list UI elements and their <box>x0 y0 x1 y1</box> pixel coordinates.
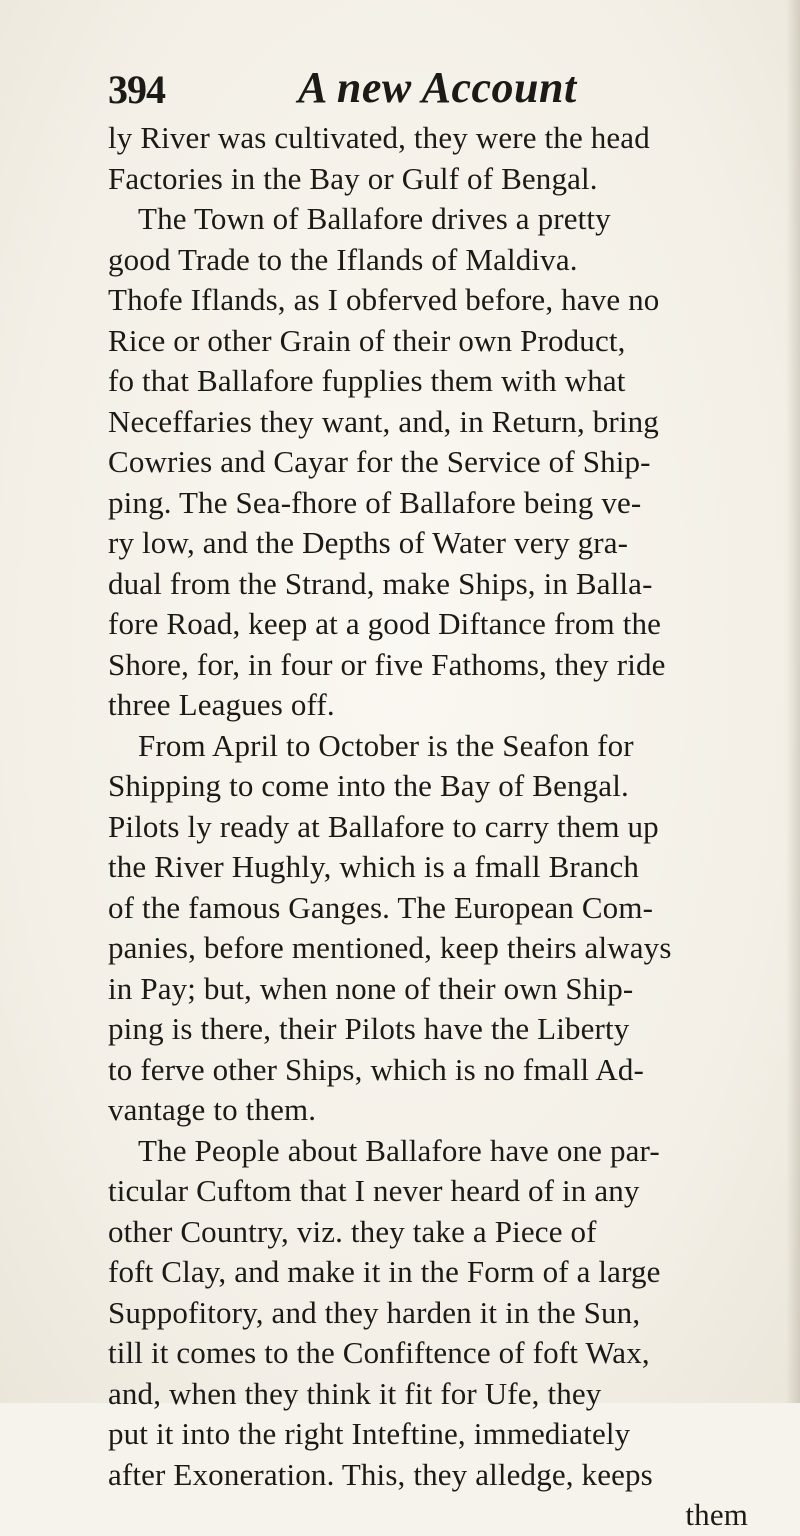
text-line: of the famous Ganges. The European Com- <box>108 889 654 925</box>
text-line: The Town of Ballafore drives a pretty <box>138 201 611 236</box>
text-line: Neceffaries they want, and, in Return, bring <box>108 403 659 439</box>
text-line: Pilots ly ready at Ballafore to carry them up <box>108 808 659 844</box>
text-line: Suppofitory, and they harden it in the Sun, <box>108 1294 641 1330</box>
text-line: dual from the Strand, make Ships, in Balla- <box>108 565 653 601</box>
text-line: ping. The Sea-fhore of Ballafore being ve- <box>108 484 642 520</box>
text-line: panies, before mentioned, keep theirs always <box>108 930 672 965</box>
text-line: ping is there, their Pilots have the Liberty <box>108 1011 630 1046</box>
text-line: and, when they think it fit for Ufe, they <box>108 1375 602 1411</box>
text-line: till it comes to the Confiftence of foft Wax, <box>108 1335 650 1370</box>
page-header <box>108 60 728 110</box>
text-line: Shore, for, in four or five Fathoms, they ride <box>108 646 666 682</box>
text-line: Factories in the Bay or Gulf of Bengal. <box>108 160 598 196</box>
text-line: foft Clay, and make it in the Form of a large <box>108 1254 661 1289</box>
text-line: Shipping to come into the Bay of Bengal. <box>108 768 629 803</box>
text-line: put it into the right Inteftine, immediately <box>108 1416 631 1451</box>
text-line: in Pay; but, when none of their own Ship- <box>108 970 634 1006</box>
running-head: A new Account <box>298 63 577 112</box>
text-line: good Trade to the Iflands of Maldiva. <box>108 241 578 277</box>
page-number: 394 <box>108 67 165 112</box>
catchword: them <box>685 1497 748 1532</box>
text-line: fo that Ballafore fupplies them with what <box>108 363 626 398</box>
body-text <box>108 118 748 1536</box>
text-line: other Country, viz. they take a Piece of <box>108 1213 597 1249</box>
text-line: Cowries and Cayar for the Service of Ship- <box>108 444 651 479</box>
text-line: ry low, and the Depths of Water very gra- <box>108 525 629 560</box>
page-edge-shadow <box>786 0 800 1403</box>
text-line: ly River was cultivated, they were the head <box>108 120 650 155</box>
text-line: the River Hughly, which is a fmall Branch <box>108 849 640 884</box>
text-line: Thofe Iflands, as I obferved before, have no <box>108 282 660 317</box>
text-line: after Exoneration. This, they alledge, keeps <box>108 1456 653 1492</box>
text-line: From April to October is the Seafon for <box>138 727 634 763</box>
text-line: to ferve other Ships, which is no fmall Ad- <box>108 1051 644 1087</box>
text-line: The People about Ballafore have one par- <box>138 1132 660 1168</box>
text-line: Rice or other Grain of their own Product, <box>108 322 626 358</box>
text-line: fore Road, keep at a good Diftance from the <box>108 606 662 641</box>
text-line: ticular Cuftom that I never heard of in any <box>108 1173 640 1208</box>
text-line: vantage to them. <box>108 1092 317 1127</box>
text-line: three Leagues off. <box>108 687 335 722</box>
